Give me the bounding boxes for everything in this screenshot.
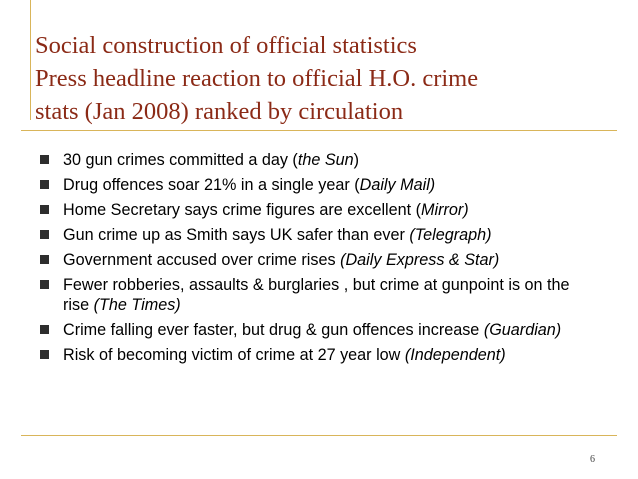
- square-bullet-icon: [40, 280, 49, 289]
- title-line-2: Press headline reaction to official H.O. crime: [35, 65, 479, 92]
- headline-text: Risk of becoming victim of crime at 27 year low: [63, 346, 405, 364]
- square-bullet-icon: [40, 350, 49, 359]
- title-line-3: stats (Jan 2008) ranked by circulation: [35, 98, 404, 125]
- list-item: [38, 345, 598, 365]
- square-bullet-icon: [40, 230, 49, 239]
- square-bullet-icon: [40, 325, 49, 334]
- list-item: [38, 250, 598, 270]
- headline-suffix: ): [353, 151, 360, 169]
- headline-text: Gun crime up as Smith says UK safer than ever: [63, 226, 410, 244]
- newspaper-source: (The Times): [93, 296, 181, 314]
- list-item: [38, 275, 598, 315]
- headline-text: Government accused over crime rises: [63, 251, 341, 269]
- newspaper-source: (Daily Express & Star): [340, 251, 500, 269]
- newspaper-source: (Guardian): [483, 321, 562, 339]
- headline-text: Fewer robberies, assaults & burglaries , but crime at gunpoint is on the rise: [63, 276, 570, 314]
- slide-title: [35, 29, 625, 128]
- list-item: [38, 225, 598, 245]
- newspaper-source: the Sun: [297, 151, 354, 169]
- headline-text: Drug offences soar 21% in a single year (: [63, 176, 360, 194]
- newspaper-source: Mirror): [421, 201, 469, 219]
- newspaper-source: Daily Mail): [359, 176, 436, 194]
- square-bullet-icon: [40, 255, 49, 264]
- decorative-vertical-rule: [30, 0, 31, 120]
- newspaper-source: (Independent): [404, 346, 506, 364]
- title-line-1: Social construction of official statistics: [35, 32, 417, 59]
- list-item: [38, 320, 598, 340]
- square-bullet-icon: [40, 205, 49, 214]
- headline-list: [38, 150, 598, 370]
- list-item: [38, 150, 598, 170]
- headline-text: Home Secretary says crime figures are excellent (: [63, 201, 422, 219]
- square-bullet-icon: [40, 155, 49, 164]
- list-item: [38, 200, 598, 220]
- title-divider-rule: [21, 130, 617, 131]
- newspaper-source: (Telegraph): [409, 226, 492, 244]
- headline-text: Crime falling ever faster, but drug & gun offences increase: [63, 321, 484, 339]
- square-bullet-icon: [40, 180, 49, 189]
- page-number: 6: [590, 454, 595, 465]
- headline-text: 30 gun crimes committed a day (: [63, 151, 298, 169]
- list-item: [38, 175, 598, 195]
- footer-rule: [21, 435, 617, 436]
